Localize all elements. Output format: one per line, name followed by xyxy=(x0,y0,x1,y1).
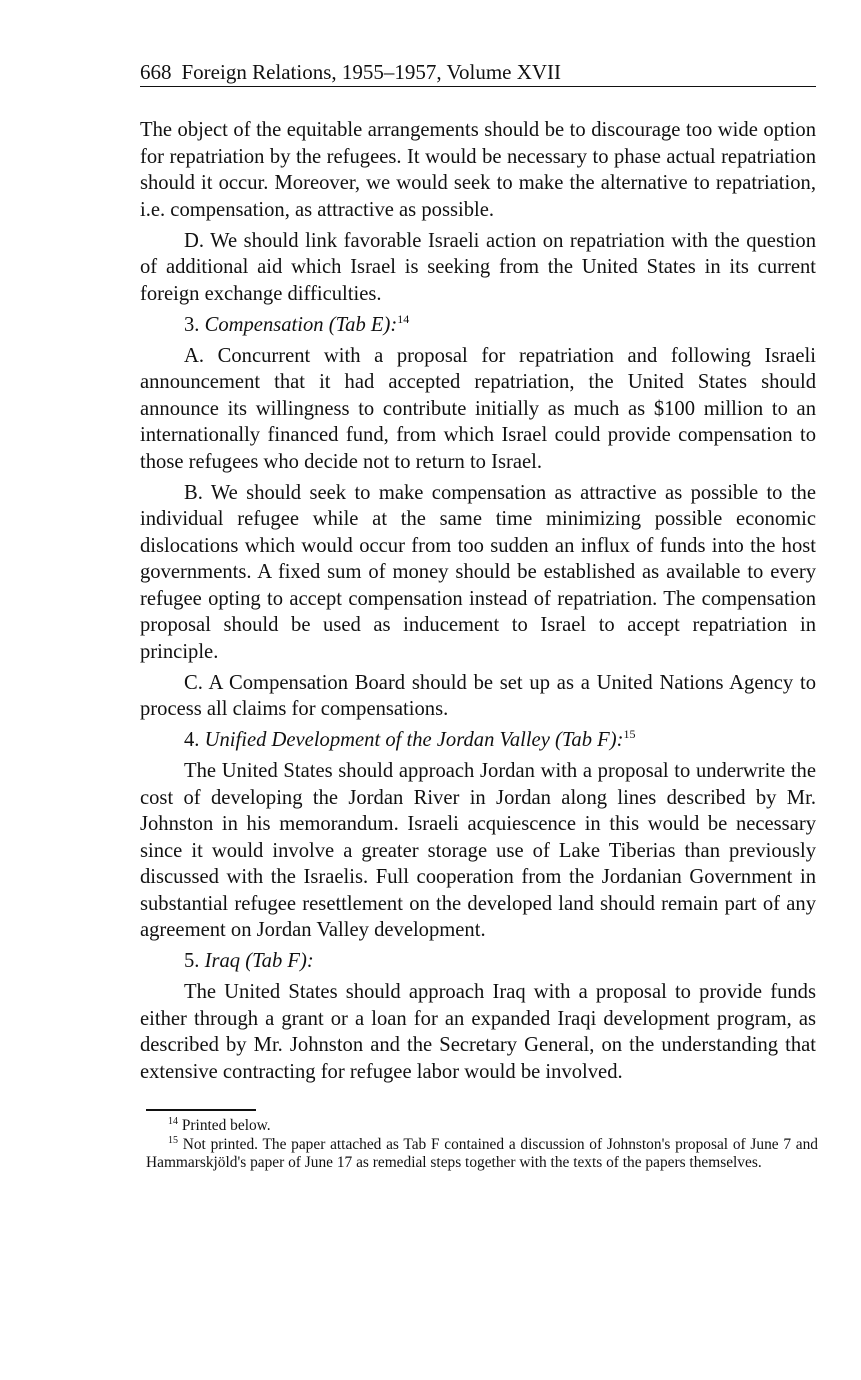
paragraph: B. We should seek to make compensation as attractive as possible to the individual refugee while at the same time minimizing possible economic dislocations which would occur from too sudden an influx of funds into the host governments. A fixed sum of money should be established as available to every refugee opting to accept compensation instead of repatriation. The compensation proposal should be used as inducement to Israel to accept repatriation in principle. xyxy=(140,481,816,663)
paragraph: The United States should approach Iraq with a proposal to provide funds either through a grant or a loan for an expanded Iraqi development program, as described by Mr. Johnston and the Secretary General, on the understanding that extensive contracting for refugee labor would be involved. xyxy=(140,981,816,1083)
section-heading-4 xyxy=(140,727,816,754)
section-title: Unified Development of the Jordan Valley (Tab F): xyxy=(204,729,624,751)
paragraph: A. Concurrent with a proposal for repatriation and following Israeli announcement that it had accepted repatriation, the United States should announce its willingness to contribute initially as much as $100 million to an internationally financed fund, from which Israel could provide compensation to those refugees who decide not to return to Israel. xyxy=(140,344,816,473)
footnote-text: Not printed. The paper attached as Tab F contained a discussion of Johnston's proposal of June 7 and Hammarskjöld's paper of June 17 as remedial steps together with the texts of the papers themselves. xyxy=(146,1135,818,1172)
footnote xyxy=(146,1117,818,1136)
paragraph: C. A Compensation Board should be set up as a United Nations Agency to process all claims for compensations. xyxy=(140,671,816,720)
section-number: 4. xyxy=(184,729,200,751)
section-number: 3. xyxy=(184,313,200,336)
footnote-ref: 15 xyxy=(623,727,636,742)
document-page xyxy=(140,58,816,1173)
body-text xyxy=(140,117,816,1085)
footnote-number: 15 xyxy=(168,1134,178,1146)
page-number: 668 xyxy=(140,60,172,84)
running-title: Foreign Relations, 1955–1957, Volume XVII xyxy=(181,60,562,84)
footnote-number: 14 xyxy=(168,1115,178,1127)
footnotes xyxy=(146,1117,818,1173)
footnote-text: Printed below. xyxy=(181,1117,271,1134)
section-title: Compensation (Tab E): xyxy=(204,313,398,336)
section-heading-3 xyxy=(140,312,816,339)
running-header xyxy=(140,58,816,87)
footnote-ref: 14 xyxy=(397,311,410,326)
footnote xyxy=(146,1136,818,1173)
paragraph: D. We should link favorable Israeli action on repatriation with the question of additional aid which Israel is seeking from the United States in its current foreign exchange difficulties. xyxy=(140,229,816,305)
paragraph: The object of the equitable arrangements should be to discourage too wide option for repatriation by the refugees. It would be necessary to phase actual repatriation should it occur. Moreover, we would seek to make the alternative to repatriation, i.e. compensation, as attractive as possible. xyxy=(140,119,816,221)
section-title: Iraq (Tab F): xyxy=(204,950,314,972)
footnote-divider xyxy=(146,1109,256,1111)
section-heading-5 xyxy=(140,948,816,975)
paragraph: The United States should approach Jordan with a proposal to underwrite the cost of developing the Jordan River in Jordan along lines described by Mr. Johnston in his memorandum. Israeli acquiescence in this would be necessary since it would involve a greater storage use of Lake Tiberias than previously discussed with the Israelis. Full cooperation from the Jordanian Government in substantial refugee resettlement on the developed land should remain part of any agreement on Jordan Valley development. xyxy=(140,760,816,941)
section-number: 5. xyxy=(184,950,200,972)
